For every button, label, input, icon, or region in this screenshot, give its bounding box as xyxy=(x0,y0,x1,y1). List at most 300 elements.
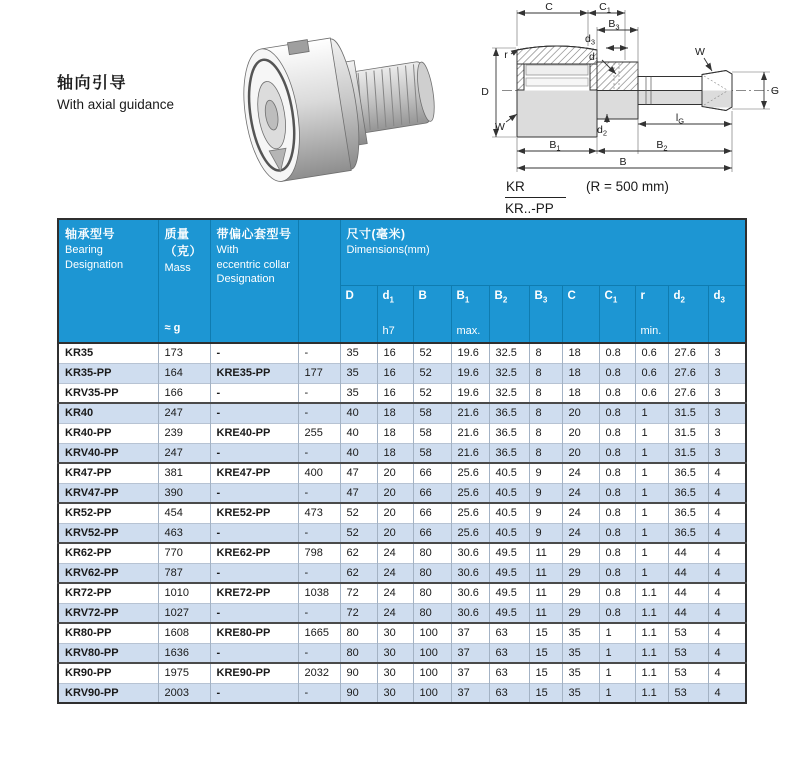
cell-eccentric-mass: - xyxy=(298,603,340,623)
dim-label-c: C xyxy=(545,2,553,13)
dim-label-r: r xyxy=(504,49,508,61)
cell-d1: 24 xyxy=(377,543,413,563)
cell-c: 20 xyxy=(562,423,599,443)
cell-c: 18 xyxy=(562,383,599,403)
cell-mass: 1010 xyxy=(158,583,210,603)
col-header-eccentric-collar xyxy=(210,219,298,343)
dim-label-b2: $B_2$ xyxy=(656,139,668,153)
cell-d3: 4 xyxy=(708,543,746,563)
cell-d: 40 xyxy=(340,403,377,423)
dim-label-d2: $d_2$ xyxy=(596,124,608,138)
cell-d1: 30 xyxy=(377,663,413,683)
cell-c: 20 xyxy=(562,443,599,463)
cell-d2: 27.6 xyxy=(668,343,708,363)
cell-mass: 1636 xyxy=(158,643,210,663)
cell-c1: 0.8 xyxy=(599,603,635,623)
cell-d: 47 xyxy=(340,483,377,503)
cell-d1: 20 xyxy=(377,503,413,523)
cell-d3: 3 xyxy=(708,363,746,383)
cell-r: 1 xyxy=(635,423,668,443)
cell-c1: 0.8 xyxy=(599,403,635,423)
cell-r: 1 xyxy=(635,403,668,423)
cell-d1: 16 xyxy=(377,383,413,403)
cell-d: 72 xyxy=(340,583,377,603)
cell-b3: 8 xyxy=(529,443,562,463)
cell-c1: 0.8 xyxy=(599,443,635,463)
cell-b: 100 xyxy=(413,663,451,683)
cell-r: 1.1 xyxy=(635,623,668,643)
bearing-header-zh: 轴承型号 xyxy=(65,227,116,241)
table-row xyxy=(58,483,746,503)
cell-mass: 381 xyxy=(158,463,210,483)
cell-d: 40 xyxy=(340,423,377,443)
cell-designation: KRV47-PP xyxy=(58,483,158,503)
cell-r: 1.1 xyxy=(635,663,668,683)
cell-eccentric-designation: - xyxy=(210,343,298,363)
table-row xyxy=(58,623,746,643)
cell-b1: 30.6 xyxy=(451,603,489,623)
cell-c1: 1 xyxy=(599,623,635,643)
spec-table-wrap xyxy=(57,218,745,704)
cell-b: 100 xyxy=(413,683,451,703)
table-row xyxy=(58,543,746,563)
cell-d2: 31.5 xyxy=(668,443,708,463)
cell-b2: 36.5 xyxy=(489,443,529,463)
cell-eccentric-designation: - xyxy=(210,683,298,703)
cell-r: 1 xyxy=(635,463,668,483)
eccentric-header-en3: Designation xyxy=(216,272,275,285)
cell-b2: 32.5 xyxy=(489,343,529,363)
cell-designation: KRV80-PP xyxy=(58,643,158,663)
section-heading xyxy=(57,70,174,112)
dim-label-b1: $B_1$ xyxy=(549,139,561,153)
cell-d: 35 xyxy=(340,343,377,363)
cell-c: 35 xyxy=(562,663,599,683)
cell-d2: 31.5 xyxy=(668,403,708,423)
table-row xyxy=(58,363,746,383)
cell-c: 29 xyxy=(562,603,599,623)
cell-eccentric-designation: KRE62-PP xyxy=(210,543,298,563)
cell-d3: 3 xyxy=(708,383,746,403)
eccentric-header-en2: eccentric collar xyxy=(216,258,290,271)
cell-r: 1 xyxy=(635,483,668,503)
cell-b3: 8 xyxy=(529,383,562,403)
mass-header-en: Mass xyxy=(164,261,191,274)
cell-d: 35 xyxy=(340,363,377,383)
cell-c: 35 xyxy=(562,623,599,643)
cell-d2: 53 xyxy=(668,643,708,663)
cell-designation: KR62-PP xyxy=(58,543,158,563)
cell-b2: 40.5 xyxy=(489,523,529,543)
cell-d2: 53 xyxy=(668,663,708,683)
table-row xyxy=(58,683,746,703)
cell-b3: 15 xyxy=(529,663,562,683)
cell-d3: 4 xyxy=(708,623,746,643)
cell-b2: 49.5 xyxy=(489,603,529,623)
cell-b1: 30.6 xyxy=(451,583,489,603)
col-header-c: C xyxy=(562,285,599,343)
mass-header-unit: ≈ g xyxy=(164,322,181,334)
cell-c: 35 xyxy=(562,643,599,663)
cell-b2: 49.5 xyxy=(489,543,529,563)
cell-mass: 173 xyxy=(158,343,210,363)
cell-c1: 1 xyxy=(599,663,635,683)
cell-eccentric-designation: KRE40-PP xyxy=(210,423,298,443)
cell-eccentric-designation: - xyxy=(210,383,298,403)
cell-eccentric-designation: - xyxy=(210,563,298,583)
cell-d3: 4 xyxy=(708,603,746,623)
cell-d1: 16 xyxy=(377,343,413,363)
cell-b1: 37 xyxy=(451,663,489,683)
cell-b1: 25.6 xyxy=(451,483,489,503)
cell-b2: 36.5 xyxy=(489,423,529,443)
cell-d3: 4 xyxy=(708,503,746,523)
dim-label-d3: $d_3$ xyxy=(584,33,596,47)
cell-eccentric-designation: KRE90-PP xyxy=(210,663,298,683)
cell-d1: 18 xyxy=(377,403,413,423)
cell-eccentric-designation: - xyxy=(210,523,298,543)
cell-b3: 15 xyxy=(529,623,562,643)
cell-eccentric-designation: - xyxy=(210,443,298,463)
caption-radius-note: (R = 500 mm) xyxy=(586,179,669,194)
cell-c: 24 xyxy=(562,503,599,523)
cell-d1: 30 xyxy=(377,683,413,703)
cell-d1: 18 xyxy=(377,423,413,443)
eccentric-header-zh: 带偏心套型号 xyxy=(216,227,292,241)
cell-eccentric-mass: - xyxy=(298,523,340,543)
col-header-bearing-designation xyxy=(58,219,158,343)
cell-mass: 164 xyxy=(158,363,210,383)
table-row xyxy=(58,423,746,443)
cell-eccentric-mass: - xyxy=(298,683,340,703)
cell-b1: 19.6 xyxy=(451,363,489,383)
type-designation-caption xyxy=(505,179,669,216)
cell-b: 66 xyxy=(413,463,451,483)
cell-b1: 25.6 xyxy=(451,523,489,543)
cell-d1: 24 xyxy=(377,563,413,583)
bearing-3d-render xyxy=(203,22,451,184)
cell-mass: 1027 xyxy=(158,603,210,623)
cell-d: 80 xyxy=(340,643,377,663)
cell-c1: 1 xyxy=(599,643,635,663)
cell-b2: 63 xyxy=(489,683,529,703)
cell-eccentric-designation: KRE35-PP xyxy=(210,363,298,383)
cell-r: 1.1 xyxy=(635,683,668,703)
cell-b1: 21.6 xyxy=(451,443,489,463)
cell-b: 58 xyxy=(413,423,451,443)
cell-c: 35 xyxy=(562,683,599,703)
table-body xyxy=(58,343,746,703)
spec-table xyxy=(57,218,747,704)
cell-b2: 49.5 xyxy=(489,583,529,603)
col-group-dimensions xyxy=(340,219,746,285)
cell-eccentric-mass: 177 xyxy=(298,363,340,383)
col-header-mass xyxy=(158,219,210,343)
cell-designation: KR35 xyxy=(58,343,158,363)
cell-eccentric-mass: 798 xyxy=(298,543,340,563)
cell-c1: 0.8 xyxy=(599,543,635,563)
bearing-header-en2: Designation xyxy=(65,258,124,271)
cell-c: 29 xyxy=(562,583,599,603)
cell-r: 0.6 xyxy=(635,363,668,383)
cell-r: 0.6 xyxy=(635,343,668,363)
cell-eccentric-mass: 255 xyxy=(298,423,340,443)
cell-d2: 44 xyxy=(668,543,708,563)
cell-d2: 44 xyxy=(668,583,708,603)
table-row xyxy=(58,643,746,663)
cell-c1: 0.8 xyxy=(599,503,635,523)
cell-d3: 3 xyxy=(708,403,746,423)
table-row xyxy=(58,663,746,683)
cell-mass: 239 xyxy=(158,423,210,443)
dimensions-header-zh: 尺寸(毫米) xyxy=(346,227,406,241)
cell-d1: 16 xyxy=(377,363,413,383)
cell-designation: KR90-PP xyxy=(58,663,158,683)
cell-b3: 9 xyxy=(529,483,562,503)
cell-d: 72 xyxy=(340,603,377,623)
cell-b1: 37 xyxy=(451,623,489,643)
cell-mass: 463 xyxy=(158,523,210,543)
cell-designation: KR72-PP xyxy=(58,583,158,603)
cell-r: 1 xyxy=(635,503,668,523)
cell-eccentric-mass: - xyxy=(298,403,340,423)
cell-designation: KRV35-PP xyxy=(58,383,158,403)
cell-d1: 20 xyxy=(377,523,413,543)
cell-designation: KR40 xyxy=(58,403,158,423)
dim-label-lg: $l_G$ xyxy=(675,112,685,126)
dim-label-w-top: W xyxy=(695,46,705,58)
cell-mass: 454 xyxy=(158,503,210,523)
cell-eccentric-designation: - xyxy=(210,643,298,663)
cell-b3: 15 xyxy=(529,683,562,703)
cell-c1: 1 xyxy=(599,683,635,703)
cell-b: 80 xyxy=(413,603,451,623)
cell-b2: 49.5 xyxy=(489,563,529,583)
cell-d1: 24 xyxy=(377,603,413,623)
cell-d3: 4 xyxy=(708,523,746,543)
col-header-b3: $B_3$ xyxy=(529,285,562,343)
eccentric-header-en1: With xyxy=(216,244,239,257)
cell-b3: 11 xyxy=(529,603,562,623)
table-row xyxy=(58,463,746,483)
cell-b3: 15 xyxy=(529,643,562,663)
cell-mass: 1608 xyxy=(158,623,210,643)
dimensions-header-en: Dimensions(mm) xyxy=(346,244,430,257)
cell-b2: 40.5 xyxy=(489,483,529,503)
cell-eccentric-mass: - xyxy=(298,643,340,663)
cell-r: 1.1 xyxy=(635,643,668,663)
cell-d: 62 xyxy=(340,563,377,583)
cell-eccentric-designation: - xyxy=(210,603,298,623)
cell-mass: 166 xyxy=(158,383,210,403)
cell-c: 18 xyxy=(562,343,599,363)
cell-d3: 3 xyxy=(708,343,746,363)
col-header-eccentric-mass xyxy=(298,219,340,343)
cell-b: 52 xyxy=(413,343,451,363)
cell-c: 20 xyxy=(562,403,599,423)
cell-b2: 63 xyxy=(489,663,529,683)
cell-d: 35 xyxy=(340,383,377,403)
dimension-drawing xyxy=(478,2,796,178)
table-row xyxy=(58,583,746,603)
cell-r: 1.1 xyxy=(635,583,668,603)
stud-pin xyxy=(638,77,702,105)
cell-d1: 30 xyxy=(377,623,413,643)
dim-label-w-left: W xyxy=(495,121,505,133)
cell-b: 80 xyxy=(413,583,451,603)
cell-mass: 1975 xyxy=(158,663,210,683)
cell-b3: 9 xyxy=(529,463,562,483)
cell-d3: 4 xyxy=(708,463,746,483)
cell-eccentric-designation: KRE80-PP xyxy=(210,623,298,643)
table-row xyxy=(58,503,746,523)
cell-d1: 24 xyxy=(377,583,413,603)
cell-b2: 40.5 xyxy=(489,503,529,523)
col-header-b2: $B_2$ xyxy=(489,285,529,343)
cell-designation: KRV72-PP xyxy=(58,603,158,623)
cell-c: 24 xyxy=(562,483,599,503)
cell-c1: 0.8 xyxy=(599,363,635,383)
cell-b3: 9 xyxy=(529,503,562,523)
cell-c1: 0.8 xyxy=(599,483,635,503)
cell-b1: 25.6 xyxy=(451,463,489,483)
cell-designation: KRV40-PP xyxy=(58,443,158,463)
cell-eccentric-designation: KRE52-PP xyxy=(210,503,298,523)
mass-header-zh1: 质量 xyxy=(164,227,190,241)
cell-b: 58 xyxy=(413,403,451,423)
cell-d2: 53 xyxy=(668,623,708,643)
cell-c: 29 xyxy=(562,563,599,583)
cell-d: 47 xyxy=(340,463,377,483)
cell-d3: 4 xyxy=(708,563,746,583)
cell-d: 80 xyxy=(340,623,377,643)
table-header xyxy=(58,219,746,343)
cell-b2: 32.5 xyxy=(489,363,529,383)
dim-label-d1: $d_1$ xyxy=(588,51,600,65)
cell-c1: 0.8 xyxy=(599,383,635,403)
cell-b3: 8 xyxy=(529,403,562,423)
heading-english: With axial guidance xyxy=(57,97,175,112)
cell-b2: 63 xyxy=(489,623,529,643)
table-row xyxy=(58,343,746,363)
cell-b2: 36.5 xyxy=(489,403,529,423)
cell-d1: 20 xyxy=(377,463,413,483)
cell-d: 40 xyxy=(340,443,377,463)
cell-b: 66 xyxy=(413,483,451,503)
cell-designation: KR35-PP xyxy=(58,363,158,383)
cell-b: 58 xyxy=(413,443,451,463)
cell-b1: 37 xyxy=(451,683,489,703)
cell-b3: 8 xyxy=(529,423,562,443)
cell-b1: 30.6 xyxy=(451,563,489,583)
cell-b3: 8 xyxy=(529,363,562,383)
col-header-c1: $C_1$ xyxy=(599,285,635,343)
roller-section xyxy=(517,46,600,137)
cell-designation: KRV90-PP xyxy=(58,683,158,703)
cell-b2: 32.5 xyxy=(489,383,529,403)
dim-label-b3: $B_3$ xyxy=(608,18,620,32)
cell-d2: 27.6 xyxy=(668,383,708,403)
cell-b2: 63 xyxy=(489,643,529,663)
cell-d2: 36.5 xyxy=(668,523,708,543)
cell-d1: 18 xyxy=(377,443,413,463)
cell-b3: 11 xyxy=(529,583,562,603)
cell-b3: 8 xyxy=(529,343,562,363)
thread-section xyxy=(702,71,732,111)
cell-b1: 30.6 xyxy=(451,543,489,563)
col-header-d2: $d_2$ xyxy=(668,285,708,343)
cell-b: 100 xyxy=(413,643,451,663)
cell-c: 24 xyxy=(562,463,599,483)
cell-c1: 0.8 xyxy=(599,563,635,583)
cell-d: 90 xyxy=(340,683,377,703)
cell-d1: 30 xyxy=(377,643,413,663)
cell-r: 1 xyxy=(635,543,668,563)
cell-eccentric-mass: - xyxy=(298,343,340,363)
cell-designation: KR40-PP xyxy=(58,423,158,443)
cell-eccentric-mass: - xyxy=(298,443,340,463)
cell-b1: 21.6 xyxy=(451,403,489,423)
cell-d2: 44 xyxy=(668,603,708,623)
cell-b: 52 xyxy=(413,383,451,403)
cell-eccentric-mass: - xyxy=(298,483,340,503)
cell-d2: 36.5 xyxy=(668,483,708,503)
cell-d: 52 xyxy=(340,523,377,543)
table-row xyxy=(58,403,746,423)
cell-d3: 4 xyxy=(708,643,746,663)
cell-eccentric-mass: 400 xyxy=(298,463,340,483)
cell-eccentric-mass: - xyxy=(298,563,340,583)
cell-eccentric-designation: KRE47-PP xyxy=(210,463,298,483)
cell-b1: 19.6 xyxy=(451,383,489,403)
cell-d: 62 xyxy=(340,543,377,563)
cell-r: 1.1 xyxy=(635,603,668,623)
cell-b: 80 xyxy=(413,563,451,583)
cell-d: 52 xyxy=(340,503,377,523)
cell-c1: 0.8 xyxy=(599,463,635,483)
cell-b2: 40.5 xyxy=(489,463,529,483)
cell-b: 80 xyxy=(413,543,451,563)
flange-section xyxy=(597,62,638,119)
cell-r: 1 xyxy=(635,563,668,583)
bearing-3d-svg xyxy=(203,22,451,184)
table-row xyxy=(58,603,746,623)
col-header-b: B xyxy=(413,285,451,343)
cell-d2: 31.5 xyxy=(668,423,708,443)
cell-mass: 770 xyxy=(158,543,210,563)
cell-c: 29 xyxy=(562,543,599,563)
cell-d3: 4 xyxy=(708,583,746,603)
cell-r: 1 xyxy=(635,443,668,463)
cell-r: 0.6 xyxy=(635,383,668,403)
cell-mass: 787 xyxy=(158,563,210,583)
dimension-drawing-svg xyxy=(478,2,796,178)
cell-d2: 36.5 xyxy=(668,463,708,483)
cell-c1: 0.8 xyxy=(599,343,635,363)
cell-d: 90 xyxy=(340,663,377,683)
cell-eccentric-mass: 473 xyxy=(298,503,340,523)
table-row xyxy=(58,383,746,403)
cell-d2: 53 xyxy=(668,683,708,703)
cell-designation: KRV62-PP xyxy=(58,563,158,583)
cell-b3: 11 xyxy=(529,543,562,563)
cell-designation: KRV52-PP xyxy=(58,523,158,543)
cell-b: 66 xyxy=(413,523,451,543)
cell-b1: 25.6 xyxy=(451,503,489,523)
cell-b: 66 xyxy=(413,503,451,523)
cell-eccentric-mass: - xyxy=(298,383,340,403)
cell-d2: 36.5 xyxy=(668,503,708,523)
